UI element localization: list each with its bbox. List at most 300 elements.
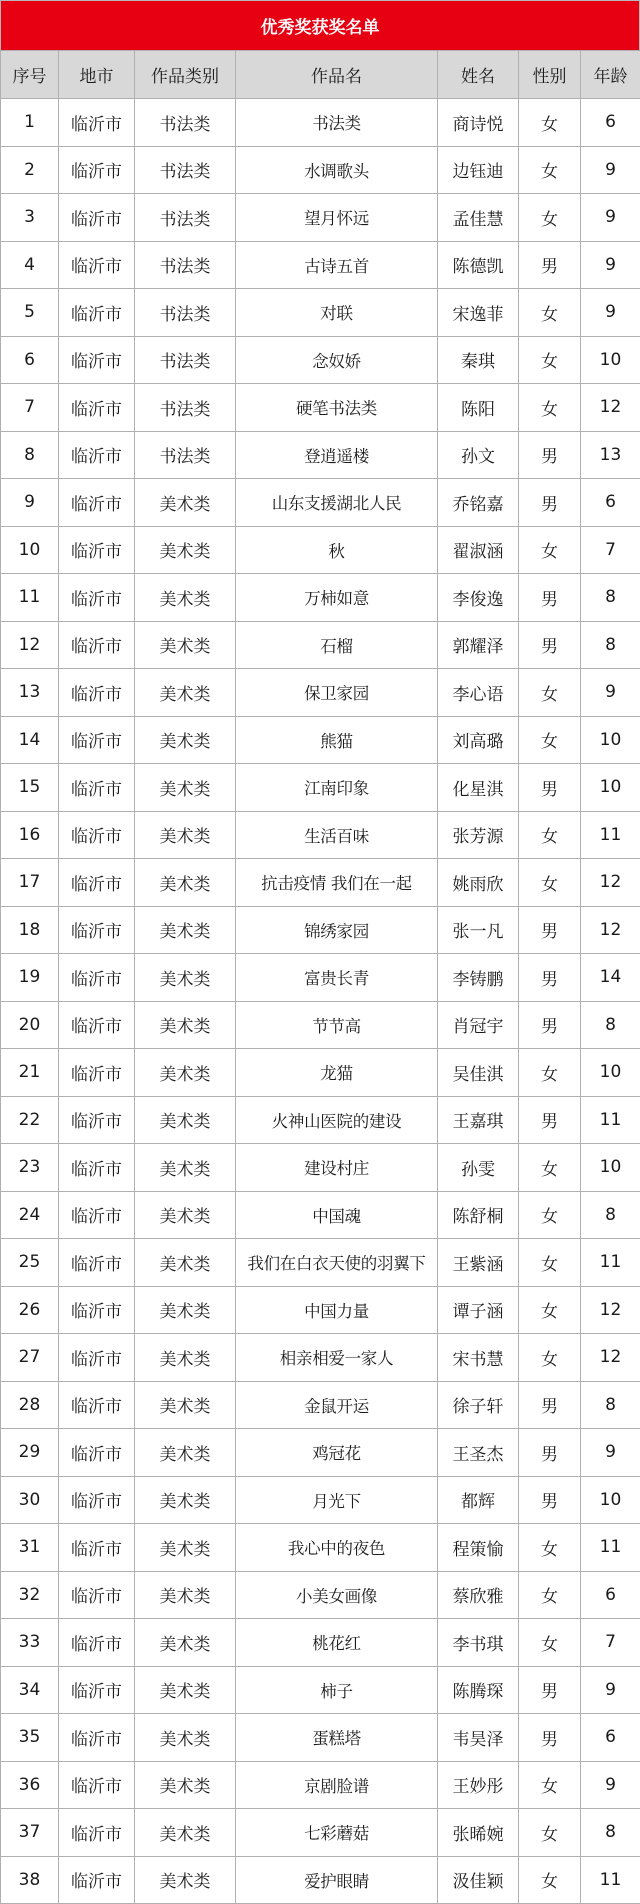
header-work-title: 作品名 — [236, 51, 438, 99]
cell-name: 化星淇 — [438, 764, 519, 812]
cell-work-title: 水调歌头 — [236, 146, 438, 194]
cell-gender: 女 — [519, 1144, 581, 1192]
cell-city: 临沂市 — [59, 811, 135, 859]
cell-name: 宋逸菲 — [438, 289, 519, 337]
cell-name: 姚雨欣 — [438, 859, 519, 907]
cell-category: 美术类 — [135, 1429, 236, 1477]
table-row — [1, 384, 640, 432]
cell-category: 美术类 — [135, 1809, 236, 1857]
cell-gender: 女 — [519, 1049, 581, 1097]
cell-name: 李俊逸 — [438, 574, 519, 622]
cell-category: 美术类 — [135, 479, 236, 527]
cell-work-title: 生活百味 — [236, 811, 438, 859]
table-row — [1, 431, 640, 479]
cell-category: 书法类 — [135, 99, 236, 147]
cell-index: 37 — [1, 1809, 59, 1857]
cell-index: 13 — [1, 669, 59, 717]
cell-age: 12 — [581, 1334, 640, 1382]
cell-name: 徐子轩 — [438, 1381, 519, 1429]
cell-gender: 男 — [519, 1666, 581, 1714]
table-row — [1, 1144, 640, 1192]
cell-work-title: 古诗五首 — [236, 241, 438, 289]
cell-gender: 女 — [519, 716, 581, 764]
cell-work-title: 月光下 — [236, 1476, 438, 1524]
cell-age: 8 — [581, 1381, 640, 1429]
cell-work-title: 我心中的夜色 — [236, 1524, 438, 1572]
cell-gender: 男 — [519, 479, 581, 527]
cell-name: 程策愉 — [438, 1524, 519, 1572]
cell-gender: 男 — [519, 621, 581, 669]
cell-index: 5 — [1, 289, 59, 337]
cell-index: 17 — [1, 859, 59, 907]
cell-city: 临沂市 — [59, 906, 135, 954]
cell-age: 8 — [581, 1191, 640, 1239]
cell-category: 美术类 — [135, 621, 236, 669]
cell-name: 王圣杰 — [438, 1429, 519, 1477]
header-age: 年龄 — [581, 51, 640, 99]
cell-city: 临沂市 — [59, 1429, 135, 1477]
cell-age: 14 — [581, 954, 640, 1002]
cell-category: 书法类 — [135, 146, 236, 194]
cell-city: 临沂市 — [59, 1286, 135, 1334]
cell-index: 11 — [1, 574, 59, 622]
table-row — [1, 241, 640, 289]
cell-city: 临沂市 — [59, 1334, 135, 1382]
cell-city: 临沂市 — [59, 431, 135, 479]
cell-index: 36 — [1, 1761, 59, 1809]
cell-age: 11 — [581, 1524, 640, 1572]
cell-work-title: 节节高 — [236, 1001, 438, 1049]
cell-age: 10 — [581, 1144, 640, 1192]
cell-work-title: 秋 — [236, 526, 438, 574]
table-row — [1, 1809, 640, 1857]
cell-name: 王嘉琪 — [438, 1096, 519, 1144]
cell-category: 美术类 — [135, 859, 236, 907]
cell-index: 20 — [1, 1001, 59, 1049]
cell-category: 美术类 — [135, 1761, 236, 1809]
cell-index: 18 — [1, 906, 59, 954]
cell-city: 临沂市 — [59, 1524, 135, 1572]
table-row — [1, 1191, 640, 1239]
cell-category: 美术类 — [135, 906, 236, 954]
cell-city: 临沂市 — [59, 1476, 135, 1524]
cell-work-title: 望月怀远 — [236, 194, 438, 242]
table-row — [1, 716, 640, 764]
cell-city: 临沂市 — [59, 574, 135, 622]
cell-age: 12 — [581, 859, 640, 907]
table-row — [1, 336, 640, 384]
cell-work-title: 山东支援湖北人民 — [236, 479, 438, 527]
cell-category: 美术类 — [135, 1476, 236, 1524]
cell-gender: 女 — [519, 1524, 581, 1572]
cell-category: 书法类 — [135, 431, 236, 479]
cell-index: 3 — [1, 194, 59, 242]
cell-age: 10 — [581, 1049, 640, 1097]
header-city: 地市 — [59, 51, 135, 99]
cell-gender: 女 — [519, 1571, 581, 1619]
cell-name: 孙雯 — [438, 1144, 519, 1192]
cell-name: 陈德凯 — [438, 241, 519, 289]
cell-name: 谭子涵 — [438, 1286, 519, 1334]
cell-index: 10 — [1, 526, 59, 574]
table-row — [1, 1096, 640, 1144]
table-row — [1, 811, 640, 859]
cell-age: 9 — [581, 146, 640, 194]
table-row — [1, 1476, 640, 1524]
table-row — [1, 764, 640, 812]
cell-gender: 男 — [519, 431, 581, 479]
cell-gender: 男 — [519, 1096, 581, 1144]
cell-work-title: 熊猫 — [236, 716, 438, 764]
table-body — [1, 99, 640, 1904]
cell-name: 宋书慧 — [438, 1334, 519, 1382]
cell-work-title: 柿子 — [236, 1666, 438, 1714]
cell-city: 临沂市 — [59, 1856, 135, 1904]
cell-name: 都辉 — [438, 1476, 519, 1524]
cell-age: 8 — [581, 574, 640, 622]
cell-age: 8 — [581, 1809, 640, 1857]
cell-age: 9 — [581, 1761, 640, 1809]
cell-index: 1 — [1, 99, 59, 147]
table-row — [1, 289, 640, 337]
cell-work-title: 石榴 — [236, 621, 438, 669]
cell-gender: 女 — [519, 669, 581, 717]
cell-city: 临沂市 — [59, 526, 135, 574]
cell-gender: 女 — [519, 859, 581, 907]
cell-index: 2 — [1, 146, 59, 194]
cell-gender: 女 — [519, 384, 581, 432]
header-index: 序号 — [1, 51, 59, 99]
cell-age: 11 — [581, 1856, 640, 1904]
cell-work-title: 京剧脸谱 — [236, 1761, 438, 1809]
table-row — [1, 526, 640, 574]
cell-name: 王紫涵 — [438, 1239, 519, 1287]
cell-name: 乔铭嘉 — [438, 479, 519, 527]
cell-category: 美术类 — [135, 811, 236, 859]
cell-index: 4 — [1, 241, 59, 289]
table-row — [1, 1429, 640, 1477]
cell-age: 6 — [581, 1714, 640, 1762]
table-row — [1, 1714, 640, 1762]
cell-category: 美术类 — [135, 716, 236, 764]
cell-category: 美术类 — [135, 669, 236, 717]
cell-age: 11 — [581, 1096, 640, 1144]
table-row — [1, 1666, 640, 1714]
cell-name: 孟佳慧 — [438, 194, 519, 242]
table-row — [1, 1334, 640, 1382]
cell-age: 9 — [581, 241, 640, 289]
cell-age: 12 — [581, 906, 640, 954]
cell-gender: 男 — [519, 906, 581, 954]
cell-index: 21 — [1, 1049, 59, 1097]
cell-index: 33 — [1, 1619, 59, 1667]
cell-index: 35 — [1, 1714, 59, 1762]
cell-city: 临沂市 — [59, 764, 135, 812]
cell-name: 商诗悦 — [438, 99, 519, 147]
table-row — [1, 1619, 640, 1667]
cell-category: 美术类 — [135, 1001, 236, 1049]
cell-category: 美术类 — [135, 1239, 236, 1287]
table-row — [1, 669, 640, 717]
table-row — [1, 1571, 640, 1619]
cell-work-title: 爱护眼睛 — [236, 1856, 438, 1904]
cell-name: 张晞婉 — [438, 1809, 519, 1857]
cell-age: 10 — [581, 336, 640, 384]
cell-age: 11 — [581, 811, 640, 859]
cell-name: 李铸鹏 — [438, 954, 519, 1002]
cell-gender: 女 — [519, 336, 581, 384]
cell-gender: 女 — [519, 99, 581, 147]
cell-work-title: 江南印象 — [236, 764, 438, 812]
cell-gender: 女 — [519, 1809, 581, 1857]
cell-category: 书法类 — [135, 384, 236, 432]
table-title: 优秀奖获奖名单 — [0, 0, 640, 50]
cell-work-title: 相亲相爱一家人 — [236, 1334, 438, 1382]
header-name: 姓名 — [438, 51, 519, 99]
cell-index: 25 — [1, 1239, 59, 1287]
table-row — [1, 99, 640, 147]
cell-index: 9 — [1, 479, 59, 527]
table-row — [1, 1049, 640, 1097]
cell-city: 临沂市 — [59, 859, 135, 907]
cell-index: 29 — [1, 1429, 59, 1477]
cell-index: 30 — [1, 1476, 59, 1524]
cell-city: 临沂市 — [59, 1809, 135, 1857]
cell-age: 13 — [581, 431, 640, 479]
cell-category: 书法类 — [135, 336, 236, 384]
cell-index: 19 — [1, 954, 59, 1002]
cell-gender: 女 — [519, 1761, 581, 1809]
cell-work-title: 龙猫 — [236, 1049, 438, 1097]
cell-age: 7 — [581, 1619, 640, 1667]
header-row — [1, 51, 640, 99]
cell-work-title: 我们在白衣天使的羽翼下 — [236, 1239, 438, 1287]
cell-age: 6 — [581, 99, 640, 147]
cell-city: 临沂市 — [59, 241, 135, 289]
cell-category: 美术类 — [135, 1619, 236, 1667]
cell-name: 肖冠宇 — [438, 1001, 519, 1049]
cell-gender: 男 — [519, 241, 581, 289]
cell-city: 临沂市 — [59, 954, 135, 1002]
cell-name: 张一凡 — [438, 906, 519, 954]
cell-category: 美术类 — [135, 1571, 236, 1619]
cell-name: 陈腾琛 — [438, 1666, 519, 1714]
cell-name: 秦琪 — [438, 336, 519, 384]
cell-age: 10 — [581, 716, 640, 764]
cell-index: 31 — [1, 1524, 59, 1572]
cell-age: 6 — [581, 1571, 640, 1619]
cell-work-title: 书法类 — [236, 99, 438, 147]
cell-index: 15 — [1, 764, 59, 812]
cell-work-title: 金鼠开运 — [236, 1381, 438, 1429]
cell-city: 临沂市 — [59, 621, 135, 669]
cell-city: 临沂市 — [59, 716, 135, 764]
cell-gender: 男 — [519, 1429, 581, 1477]
cell-age: 9 — [581, 669, 640, 717]
cell-city: 临沂市 — [59, 1619, 135, 1667]
cell-city: 临沂市 — [59, 1761, 135, 1809]
header-gender: 性别 — [519, 51, 581, 99]
cell-work-title: 锦绣家园 — [236, 906, 438, 954]
award-table — [0, 50, 640, 1904]
cell-age: 9 — [581, 194, 640, 242]
table-row — [1, 1381, 640, 1429]
cell-city: 临沂市 — [59, 1381, 135, 1429]
cell-gender: 男 — [519, 1001, 581, 1049]
cell-work-title: 鸡冠花 — [236, 1429, 438, 1477]
cell-age: 8 — [581, 1001, 640, 1049]
cell-city: 临沂市 — [59, 479, 135, 527]
cell-index: 14 — [1, 716, 59, 764]
cell-work-title: 中国魂 — [236, 1191, 438, 1239]
cell-age: 11 — [581, 1239, 640, 1287]
cell-category: 美术类 — [135, 1096, 236, 1144]
cell-category: 美术类 — [135, 1049, 236, 1097]
cell-category: 美术类 — [135, 1666, 236, 1714]
cell-gender: 女 — [519, 1191, 581, 1239]
cell-category: 美术类 — [135, 526, 236, 574]
cell-gender: 女 — [519, 811, 581, 859]
cell-city: 临沂市 — [59, 1049, 135, 1097]
cell-work-title: 中国力量 — [236, 1286, 438, 1334]
cell-index: 7 — [1, 384, 59, 432]
cell-city: 临沂市 — [59, 1239, 135, 1287]
cell-age: 9 — [581, 1666, 640, 1714]
cell-work-title: 七彩蘑菇 — [236, 1809, 438, 1857]
cell-index: 22 — [1, 1096, 59, 1144]
cell-city: 临沂市 — [59, 99, 135, 147]
cell-index: 38 — [1, 1856, 59, 1904]
cell-name: 边钰迪 — [438, 146, 519, 194]
cell-age: 9 — [581, 289, 640, 337]
cell-name: 王妙彤 — [438, 1761, 519, 1809]
cell-category: 书法类 — [135, 241, 236, 289]
cell-gender: 女 — [519, 289, 581, 337]
cell-index: 8 — [1, 431, 59, 479]
cell-name: 蔡欣雅 — [438, 1571, 519, 1619]
table-row — [1, 859, 640, 907]
cell-gender: 男 — [519, 764, 581, 812]
cell-work-title: 火神山医院的建设 — [236, 1096, 438, 1144]
cell-age: 10 — [581, 1476, 640, 1524]
cell-city: 临沂市 — [59, 1096, 135, 1144]
table-row — [1, 574, 640, 622]
cell-work-title: 念奴娇 — [236, 336, 438, 384]
cell-name: 翟淑涵 — [438, 526, 519, 574]
cell-name: 郭耀泽 — [438, 621, 519, 669]
cell-index: 12 — [1, 621, 59, 669]
cell-work-title: 蛋糕塔 — [236, 1714, 438, 1762]
cell-category: 美术类 — [135, 954, 236, 1002]
cell-category: 书法类 — [135, 289, 236, 337]
cell-age: 9 — [581, 1429, 640, 1477]
cell-name: 韦昊泽 — [438, 1714, 519, 1762]
cell-name: 陈舒桐 — [438, 1191, 519, 1239]
cell-city: 临沂市 — [59, 1144, 135, 1192]
cell-category: 美术类 — [135, 574, 236, 622]
cell-city: 临沂市 — [59, 384, 135, 432]
table-row — [1, 1286, 640, 1334]
table-row — [1, 194, 640, 242]
cell-city: 临沂市 — [59, 1571, 135, 1619]
cell-gender: 男 — [519, 1381, 581, 1429]
cell-category: 美术类 — [135, 1381, 236, 1429]
cell-city: 临沂市 — [59, 146, 135, 194]
cell-index: 16 — [1, 811, 59, 859]
cell-category: 美术类 — [135, 1334, 236, 1382]
cell-name: 李心语 — [438, 669, 519, 717]
cell-name: 吴佳淇 — [438, 1049, 519, 1097]
cell-age: 12 — [581, 1286, 640, 1334]
cell-city: 临沂市 — [59, 336, 135, 384]
cell-category: 美术类 — [135, 1144, 236, 1192]
cell-gender: 女 — [519, 1286, 581, 1334]
cell-index: 28 — [1, 1381, 59, 1429]
table-row — [1, 621, 640, 669]
table-row — [1, 479, 640, 527]
cell-category: 美术类 — [135, 1714, 236, 1762]
cell-gender: 男 — [519, 574, 581, 622]
cell-work-title: 保卫家园 — [236, 669, 438, 717]
cell-city: 临沂市 — [59, 1001, 135, 1049]
table-row — [1, 906, 640, 954]
cell-index: 23 — [1, 1144, 59, 1192]
cell-work-title: 抗击疫情 我们在一起 — [236, 859, 438, 907]
table-row — [1, 1001, 640, 1049]
cell-index: 26 — [1, 1286, 59, 1334]
cell-gender: 男 — [519, 1714, 581, 1762]
cell-gender: 女 — [519, 194, 581, 242]
cell-work-title: 硬笔书法类 — [236, 384, 438, 432]
cell-city: 临沂市 — [59, 669, 135, 717]
cell-city: 临沂市 — [59, 1666, 135, 1714]
cell-name: 李书琪 — [438, 1619, 519, 1667]
cell-category: 美术类 — [135, 1286, 236, 1334]
cell-category: 美术类 — [135, 1191, 236, 1239]
cell-city: 临沂市 — [59, 194, 135, 242]
table-row — [1, 146, 640, 194]
cell-city: 临沂市 — [59, 1714, 135, 1762]
cell-work-title: 桃花红 — [236, 1619, 438, 1667]
cell-work-title: 富贵长青 — [236, 954, 438, 1002]
cell-index: 34 — [1, 1666, 59, 1714]
cell-name: 汲佳颖 — [438, 1856, 519, 1904]
cell-category: 美术类 — [135, 1524, 236, 1572]
cell-work-title: 登逍遥楼 — [236, 431, 438, 479]
cell-work-title: 对联 — [236, 289, 438, 337]
cell-city: 临沂市 — [59, 289, 135, 337]
cell-gender: 女 — [519, 146, 581, 194]
cell-index: 27 — [1, 1334, 59, 1382]
cell-name: 孙文 — [438, 431, 519, 479]
cell-index: 6 — [1, 336, 59, 384]
table-row — [1, 954, 640, 1002]
table-row — [1, 1761, 640, 1809]
cell-age: 10 — [581, 764, 640, 812]
cell-city: 临沂市 — [59, 1191, 135, 1239]
table-row — [1, 1239, 640, 1287]
cell-gender: 男 — [519, 954, 581, 1002]
cell-name: 刘高璐 — [438, 716, 519, 764]
cell-category: 美术类 — [135, 1856, 236, 1904]
cell-index: 32 — [1, 1571, 59, 1619]
cell-name: 陈阳 — [438, 384, 519, 432]
cell-category: 美术类 — [135, 764, 236, 812]
cell-work-title: 小美女画像 — [236, 1571, 438, 1619]
header-category: 作品类别 — [135, 51, 236, 99]
cell-gender: 女 — [519, 1856, 581, 1904]
cell-age: 7 — [581, 526, 640, 574]
